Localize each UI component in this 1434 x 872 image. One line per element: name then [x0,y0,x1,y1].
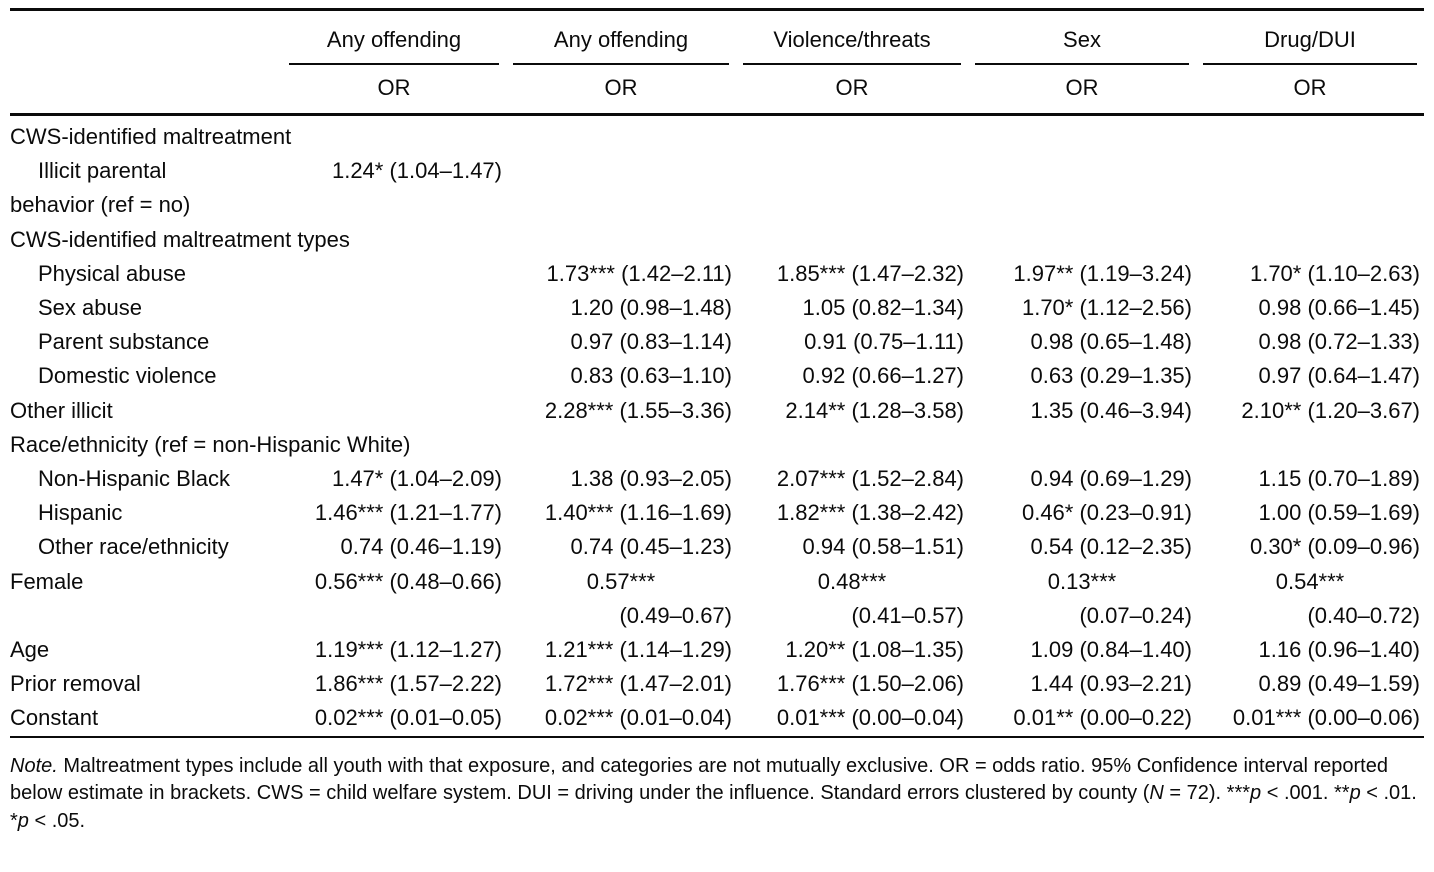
significance-stars: ** [1334,782,1350,805]
odds-ratio-cell [736,428,968,462]
odds-ratio-cell [282,188,506,222]
note-label: Note. [10,754,58,777]
odds-ratio-cell: 0.92 (0.66–1.27) [802,363,964,389]
odds-ratio-cell [736,154,968,188]
table-row [10,115,1424,155]
column-group-label: Violence/threats [743,11,961,65]
odds-ratio-cell: 2.28*** (1.55–3.36) [544,397,732,423]
odds-ratio-cell: 0.01*** (0.00–0.04) [776,705,964,731]
column-group-label: Drug/DUI [1203,11,1417,65]
row-label: Female [10,568,84,594]
odds-ratio-cell: 1.15 (0.70–1.89) [1258,466,1420,492]
row-label: Race/ethnicity (ref = non-Hispanic White) [10,431,411,457]
table-row [10,462,1424,496]
odds-ratio-cell: 0.98 (0.65–1.48) [1030,329,1192,355]
table-row [10,599,1424,633]
row-label: Domestic violence [38,363,217,389]
odds-ratio-cell: 1.20** (1.08–1.35) [785,637,964,663]
odds-ratio-cell: 2.14** (1.28–3.58) [785,397,964,423]
regression-results-table [10,8,1424,738]
odds-ratio-cell [736,115,968,155]
odds-ratio-cell [282,325,506,359]
header-label-spacer [10,10,282,66]
odds-ratio-cell: 2.07*** (1.52–2.84) [776,466,964,492]
odds-ratio-cell: 1.70* (1.12–2.56) [1021,295,1192,321]
table-row [10,188,1424,222]
odds-ratio-cell: 0.48*** [817,568,887,594]
odds-ratio-cell: 0.98 (0.72–1.33) [1258,329,1420,355]
odds-ratio-cell: 0.97 (0.83–1.14) [570,329,732,355]
column-group-header-row [10,10,1424,66]
table-row [10,291,1424,325]
odds-ratio-cell [736,188,968,222]
odds-ratio-cell [1196,115,1424,155]
or-subheader: OR [604,75,638,100]
significance-threshold: < .05. [28,809,86,832]
odds-ratio-cell: 0.97 (0.64–1.47) [1258,363,1420,389]
table-row [10,428,1424,462]
row-label: Illicit parental [38,158,167,184]
odds-ratio-cell: 1.24* (1.04–1.47) [331,158,502,184]
odds-ratio-cell [506,223,736,257]
odds-ratio-cell: 1.19*** (1.12–1.27) [314,637,502,663]
row-label: Other illicit [10,397,113,423]
odds-ratio-cell [282,115,506,155]
odds-ratio-cell: 0.74 (0.45–1.23) [570,534,732,560]
or-subheader-row [10,65,1424,115]
column-group-header [1196,10,1424,66]
odds-ratio-cell [1196,223,1424,257]
table-row [10,701,1424,736]
table-row [10,667,1424,701]
p-symbol: p [1250,782,1262,805]
odds-ratio-cell: 0.02*** (0.01–0.04) [544,705,732,731]
odds-ratio-cell: 1.35 (0.46–3.94) [1030,397,1192,423]
odds-ratio-cell: 1.44 (0.93–2.21) [1030,671,1192,697]
odds-ratio-cell [282,359,506,393]
odds-ratio-cell: 0.94 (0.69–1.29) [1030,466,1192,492]
odds-ratio-cell [968,428,1196,462]
significance-stars: *** [1226,782,1251,805]
odds-ratio-cell [506,154,736,188]
odds-ratio-cell: 0.46* (0.23–0.91) [1021,500,1192,526]
row-label: Other race/ethnicity [38,534,229,560]
header-label-spacer [10,65,282,115]
column-group-header [506,10,736,66]
odds-ratio-cell [968,154,1196,188]
odds-ratio-cell: 0.98 (0.66–1.45) [1258,295,1420,321]
p-symbol: p [17,809,29,832]
odds-ratio-cell: 0.54*** [1275,568,1345,594]
row-label: Constant [10,705,99,731]
odds-ratio-cell [506,115,736,155]
row-label: Physical abuse [38,260,186,286]
odds-ratio-cell: 0.30* (0.09–0.96) [1249,534,1420,560]
odds-ratio-cell: 1.76*** (1.50–2.06) [776,671,964,697]
or-subheader: OR [835,75,869,100]
table-note [10,753,1424,836]
or-subheader: OR [377,75,411,100]
row-label: CWS-identified maltreatment types [10,226,350,252]
odds-ratio-cell: 1.20 (0.98–1.48) [570,295,732,321]
odds-ratio-cell [1196,188,1424,222]
odds-ratio-cell: 1.70* (1.10–2.63) [1249,260,1420,286]
significance-threshold: < .001. [1261,782,1334,805]
row-label: CWS-identified maltreatment [10,124,292,149]
column-group-label: Sex [975,11,1189,65]
odds-ratio-cell [1196,428,1424,462]
odds-ratio-cell: 1.38 (0.93–2.05) [570,466,732,492]
odds-ratio-cell: 1.47* (1.04–2.09) [331,466,502,492]
odds-ratio-cell: 1.16 (0.96–1.40) [1258,637,1420,663]
odds-ratio-cell: 1.82*** (1.38–2.42) [776,500,964,526]
table-body [10,115,1424,737]
column-group-header [968,10,1196,66]
odds-ratio-cell: 1.86*** (1.57–2.22) [314,671,502,697]
odds-ratio-cell: 0.01*** (0.00–0.06) [1232,705,1420,731]
odds-ratio-cell [1196,154,1424,188]
table-row [10,496,1424,530]
column-group-label: Any offending [289,11,499,65]
or-subheader: OR [1065,75,1099,100]
odds-ratio-cell [736,223,968,257]
odds-ratio-cell: 0.91 (0.75–1.11) [804,329,964,355]
note-body-2: = 72). [1163,782,1227,805]
or-subheader: OR [1293,75,1327,100]
row-label: Parent substance [38,329,210,355]
odds-ratio-cell: 1.09 (0.84–1.40) [1030,637,1192,663]
odds-ratio-cell [282,599,506,633]
odds-ratio-cell [506,428,736,462]
table-row [10,530,1424,564]
odds-ratio-cell: 0.56*** (0.48–0.66) [314,568,502,594]
odds-ratio-cell [282,394,506,428]
significance-stars: * [10,809,18,832]
row-label: Sex abuse [38,295,142,321]
table-row [10,154,1424,188]
odds-ratio-cell: (0.41–0.57) [851,602,964,628]
odds-ratio-cell: 0.54 (0.12–2.35) [1030,534,1192,560]
odds-ratio-cell: (0.49–0.67) [619,602,732,628]
row-label: behavior (ref = no) [10,192,191,218]
table-row [10,565,1424,599]
column-group-label: Any offending [513,11,729,65]
odds-ratio-cell: 0.83 (0.63–1.10) [570,363,732,389]
odds-ratio-cell: 0.63 (0.29–1.35) [1030,363,1192,389]
odds-ratio-cell: 1.97** (1.19–3.24) [1013,260,1192,286]
odds-ratio-cell: 0.89 (0.49–1.59) [1258,671,1420,697]
table-row [10,394,1424,428]
odds-ratio-cell [968,115,1196,155]
p-symbol: p [1349,782,1361,805]
odds-ratio-cell [282,291,506,325]
odds-ratio-cell: 1.85*** (1.47–2.32) [776,260,964,286]
column-group-header [736,10,968,66]
odds-ratio-cell: 0.94 (0.58–1.51) [802,534,964,560]
odds-ratio-cell [506,188,736,222]
table-row [10,325,1424,359]
odds-ratio-cell: (0.40–0.72) [1307,602,1420,628]
significance-threshold: < .01. [1360,782,1417,805]
table-row [10,223,1424,257]
table-header [10,10,1424,115]
odds-ratio-cell: 1.72*** (1.47–2.01) [544,671,732,697]
table-row [10,359,1424,393]
row-label: Non-Hispanic Black [38,466,230,492]
column-group-header [282,10,506,66]
table-row [10,257,1424,291]
odds-ratio-cell: (0.07–0.24) [1079,602,1192,628]
odds-ratio-cell: 1.21*** (1.14–1.29) [544,637,732,663]
odds-ratio-cell: 1.40*** (1.16–1.69) [544,500,732,526]
row-label: Age [10,637,50,663]
odds-ratio-cell: 0.57*** [586,568,656,594]
row-label: Prior removal [10,671,141,697]
odds-ratio-cell: 0.74 (0.46–1.19) [340,534,502,560]
odds-ratio-cell: 2.10** (1.20–3.67) [1241,397,1420,423]
note-n-symbol: N [1149,782,1164,805]
row-label [10,599,282,633]
odds-ratio-cell: 1.73*** (1.42–2.11) [546,260,732,286]
row-label: Hispanic [38,500,123,526]
odds-ratio-cell [968,188,1196,222]
odds-ratio-cell: 0.01** (0.00–0.22) [1013,705,1192,731]
odds-ratio-cell: 1.05 (0.82–1.34) [802,295,964,321]
odds-ratio-cell: 0.13*** [1047,568,1117,594]
odds-ratio-cell [968,223,1196,257]
odds-ratio-cell [282,257,506,291]
table-row [10,633,1424,667]
note-body-1: Maltreatment types include all youth with that exposure, and categories are not mutually exclusive. OR = odds ratio. 95% Confidence interval reported below estimate in brackets. CWS = child welfare system. DUI = driving under the influence. Standard errors clustered by county ( [10,754,1388,805]
odds-ratio-cell: 0.02*** (0.01–0.05) [314,705,502,731]
odds-ratio-cell: 1.46*** (1.21–1.77) [314,500,502,526]
odds-ratio-cell: 1.00 (0.59–1.69) [1258,500,1420,526]
